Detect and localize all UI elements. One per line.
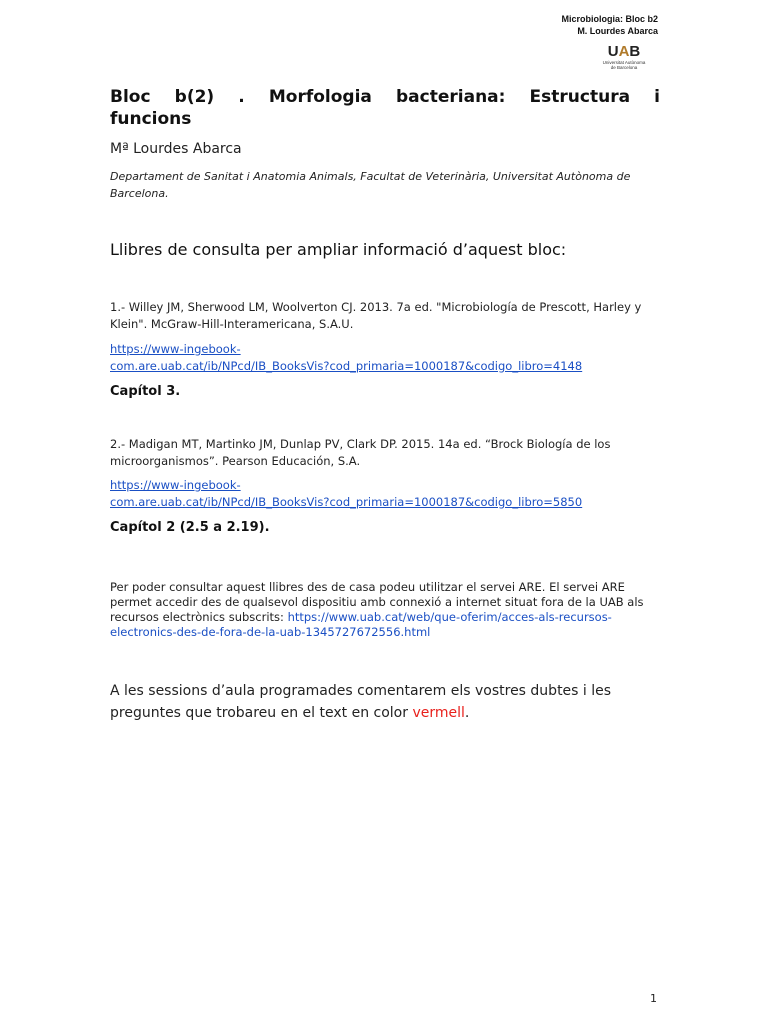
highlight-word: vermell bbox=[412, 705, 465, 721]
header-course: Microbiologia: Bloc b2 bbox=[561, 14, 658, 24]
uab-logo-sub1: Universitat Autònoma bbox=[602, 60, 646, 65]
reference-1-chapter: Capítol 3. bbox=[110, 384, 181, 399]
closing-paragraph: A les sessions d’aula programades comentarem els vostres dubtes i les preguntes que trobareu en el text en color vermell. bbox=[110, 683, 612, 721]
uab-logo-sub2: de Barcelona bbox=[610, 65, 638, 70]
page-number: 1 bbox=[650, 992, 657, 1005]
closing-text: A les sessions d’aula programades comentarem els vostres dubtes i les preguntes que trobareu en el text en color bbox=[110, 683, 612, 721]
are-service-text: Per poder consultar aquest llibres des de casa podeu utilitzar el servei ARE. El servei ARE permet accedir des de qualsevol dispositiu amb connexió a internet situat fora de la UAB als recursos electrònics subscrits: bbox=[110, 580, 644, 624]
uab-logo-mark: UAB bbox=[607, 43, 641, 60]
uab-logo bbox=[588, 44, 660, 74]
are-service-note bbox=[110, 580, 660, 640]
reference-2-link[interactable]: https://www-ingebook- com.are.uab.cat/ib/NPcd/IB_BooksVis?cod_primaria=1000187&codigo_libro=5850 bbox=[110, 478, 583, 509]
author-affiliation: Departament de Sanitat i Anatomia Animals, Facultat de Veterinària, Universitat Autònoma de Barcelona. bbox=[110, 170, 631, 200]
reference-1-citation: 1.- Willey JM, Sherwood LM, Woolverton CJ. 2013. 7a ed. "Microbiología de Prescott, Harley y Klein". McGraw-Hill-Interamericana, S.A.U. bbox=[110, 300, 642, 331]
section-heading: Llibres de consulta per ampliar informació d’aquest bloc: bbox=[110, 240, 567, 259]
reference-2-citation: 2.- Madigan MT, Martinko JM, Dunlap PV, Clark DP. 2015. 14a ed. “Brock Biología de los microorganismos”. Pearson Educación, S.A. bbox=[110, 437, 611, 468]
author-name: Mª Lourdes Abarca bbox=[110, 141, 242, 157]
reference-1-link[interactable]: https://www-ingebook- com.are.uab.cat/ib/NPcd/IB_BooksVis?cod_primaria=1000187&codigo_libro=4148 bbox=[110, 342, 583, 373]
header-author: M. Lourdes Abarca bbox=[577, 26, 658, 36]
document-title: Bloc b(2) . Morfologia bacteriana: Estructura i funcions bbox=[110, 87, 660, 129]
reference-2-chapter: Capítol 2 (2.5 a 2.19). bbox=[110, 520, 270, 535]
are-service-link[interactable]: https://www.uab.cat/web/que-oferim/acces-als-recursos-electronics-des-de-fora-de-la-uab-1345727672556.html bbox=[110, 610, 612, 639]
